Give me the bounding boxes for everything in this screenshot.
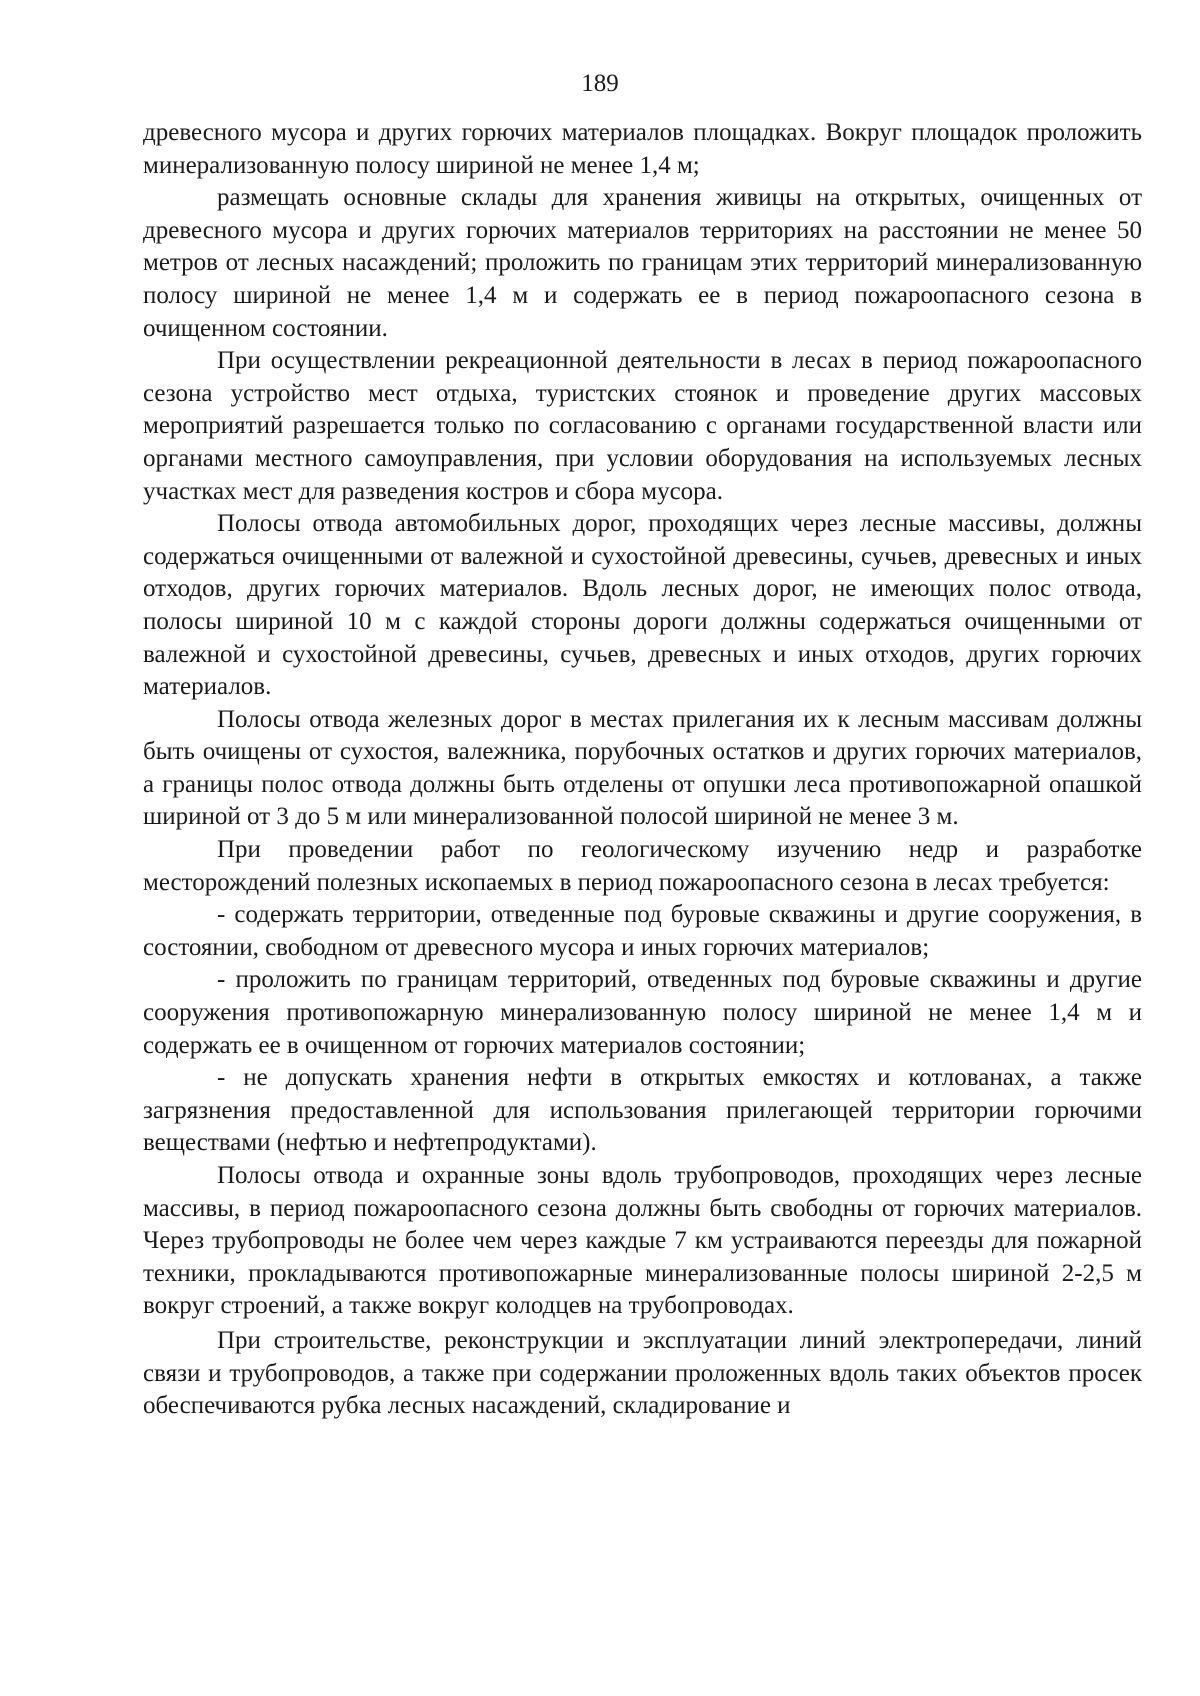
list-item-oil-storage: - не допускать хранения нефти в открытых емкостях и котлованах, а также загрязнения предоставленной для использования прилегающей территории горючими веществами (нефтью и нефтепродуктами). (143, 1064, 1142, 1157)
paragraph-power-lines: При строительстве, реконструкции и эксплуатации линий электропередачи, линий связи и трубопроводов, а также при содержании проложенных вдоль таких объектов просек обеспечиваются рубка лесных насаждений, складирование и (143, 1326, 1142, 1420)
paragraph-railways: Полосы отвода железных дорог в местах прилегания их к лесным массивам должны быть очищены от сухостоя, валежника, порубочных остатков и других горючих материалов, а границы полос отвода должны быть отделены от опушки леса противопожарной опашкой шириной от 3 до 5 м или минерализованной полосой шириной не менее 3 м. (143, 705, 1142, 831)
paragraph-resin-storage: размещать основные склады для хранения живицы на открытых, очищенных от древесного мусора и других горючих материалов территориях на расстоянии не менее 50 метров от лесных насаждений; проложить по границам этих территорий минерализованную полосу шириной не менее 1,4 м и содержать ее в период пожароопасного сезона в очищенном состоянии. (143, 184, 1142, 342)
paragraph-continued: древесного мусора и других горючих материалов площадках. Вокруг площадок проложить минерализованную полосу шириной не менее 1,4 м; (143, 119, 1142, 179)
list-item-territories: - содержать территории, отведенные под буровые скважины и другие сооружения, в состоянии, свободном от древесного мусора и иных горючих материалов; (143, 901, 1142, 961)
paragraph-roads: Полосы отвода автомобильных дорог, проходящих через лесные массивы, должны содержаться очищенными от валежной и сухостойной древесины, сучьев, древесных и иных отходов, других горючих материалов. Вдоль лесных дорог, не имеющих полос отвода, полосы шириной 10 м с каждой стороны дороги должны содержаться очищенными от валежной и сухостойной древесины, сучьев, древесных и иных отходов, других горючих материалов. (143, 510, 1142, 701)
page-number: 189 (581, 70, 619, 97)
document-body (143, 117, 1142, 1423)
paragraph-recreation: При осуществлении рекреационной деятельности в лесах в период пожароопасного сезона устройство мест отдыха, туристских стоянок и проведение других массовых мероприятий разрешается только по согласованию с органами государственной власти или органами местного самоуправления, при условии оборудования на используемых лесных участках мест для разведения костров и сбора мусора. (143, 347, 1142, 505)
paragraph-geology-intro: При проведении работ по геологическому изучению недр и разработке месторождений полезных ископаемых в период пожароопасного сезона в лесах требуется: (143, 836, 1142, 896)
list-item-mineral-strip: - проложить по границам территорий, отведенных под буровые скважины и другие сооружения противопожарную минерализованную полосу шириной не менее 1,4 м и содержать ее в очищенном от горючих материалов состоянии; (143, 966, 1142, 1059)
paragraph-pipelines: Полосы отвода и охранные зоны вдоль трубопроводов, проходящих через лесные массивы, в период пожароопасного сезона должны быть свободны от горючих материалов. Через трубопроводы не более чем через каждые 7 км устраиваются переезды для пожарной техники, прокладываются противопожарные минерализованные полосы шириной 2-2,5 м вокруг строений, а также вокруг колодцев на трубопроводах. (143, 1162, 1142, 1320)
